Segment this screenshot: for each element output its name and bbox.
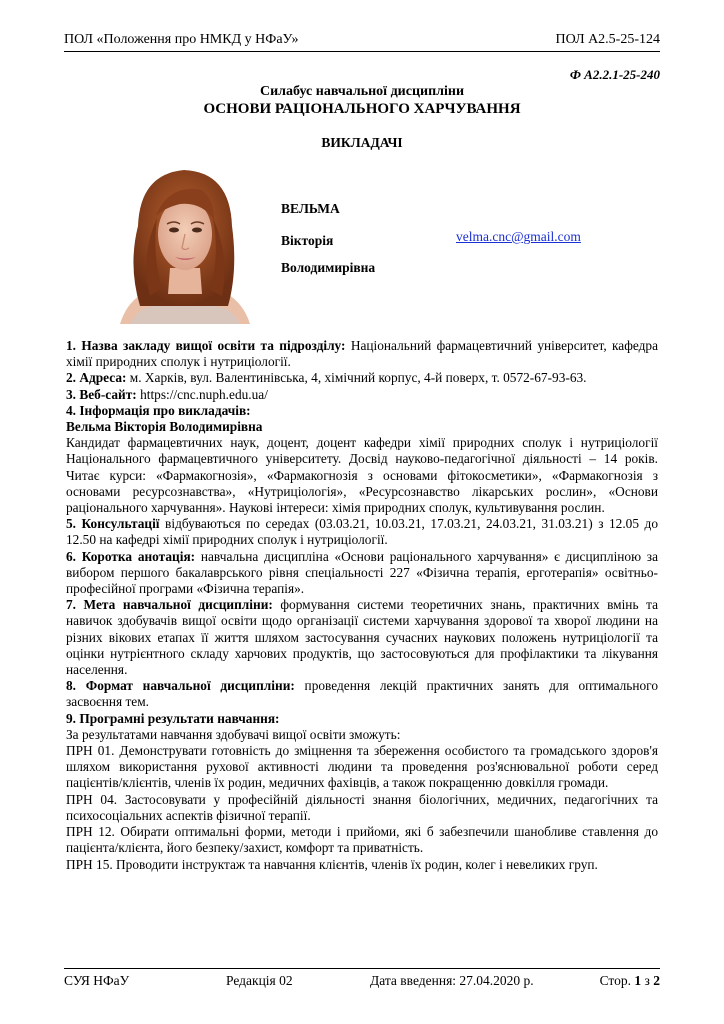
footer-page-number xyxy=(600,973,660,989)
section-2-text: м. Харків, вул. Валентинівська, 4, хімічний корпус, 4-й поверх, т. 0572-67-93-63. xyxy=(126,370,587,386)
section-2 xyxy=(66,370,658,386)
syllabus-body xyxy=(66,338,658,873)
section-4-text: Кандидат фармацевтичних наук, доцент, доцент кафедри хімії природних сполук і нутриціології Національного фармацевтичного університету. Досвід науково-педагогічної діяльності – 14 років. Читає курси: «Фармакогнозія», «Фармакогнозія з основами фітокосметики», «Фармакогнозія з основами ресурсознавства», «Нутриціологія», «Ресурсознавство лікарських рослин», «Основи раціонального харчування». Наукові інтереси: хімія природних сполук, культивування рослин. xyxy=(66,435,658,516)
section-9-intro: За результатами навчання здобувачі вищої освіти зможуть: xyxy=(66,726,401,742)
learning-outcome-item: ПРН 04. Застосовувати у професійній діяльності знання біологічних, медичних, педагогічних та психосоціальних аспектів фізичної терапії. xyxy=(66,791,658,823)
page-footer xyxy=(64,968,660,993)
section-1-text: Національний фармацевтичний університет, кафедра хімії природних сполук і нутриціології. xyxy=(66,338,658,370)
section-4-label: 4. Інформація про викладачів: xyxy=(66,402,251,418)
website-link[interactable]: https://cnc.nuph.edu.ua/ xyxy=(136,386,268,402)
section-6 xyxy=(66,549,658,598)
learning-outcome-item: ПРН 15. Проводити інструктаж та навчання клієнтів, членів їх родин, колег і невеликих груп. xyxy=(66,856,598,872)
section-8-label: 8. Формат навчальної дисципліни: xyxy=(66,678,295,694)
section-1 xyxy=(66,338,658,370)
teacher-full-name: Вельма Вікторія Володимирівна xyxy=(66,419,263,435)
teacher-name: Вікторія xyxy=(281,233,334,248)
page-header xyxy=(64,31,660,52)
section-3 xyxy=(66,387,658,403)
section-7-text: формування системи теоретичних знань, практичних вмінь та навичок здобувачів вищої освіти щодо організації системи харчування здорової та хворої людини на різних вікових етапах її життя шляхом застосування сучасних наукових положень нутриціології та оцінки нутрієнтного складу харчових продуктів, що застосовуються для профілактики та лікування населення. xyxy=(66,597,658,678)
section-8 xyxy=(66,678,658,710)
page-sep: з xyxy=(641,973,654,988)
footer-date: Дата введення: 27.04.2020 р. xyxy=(370,973,534,988)
teacher-photo xyxy=(110,156,258,324)
teacher-surname: ВЕЛЬМА xyxy=(281,201,340,216)
form-code: Ф А2.2.1-25-240 xyxy=(569,67,660,82)
teacher-email-link[interactable]: velma.cnc@gmail.com xyxy=(456,229,581,244)
syllabus-title: Силабус навчальної дисципліни xyxy=(259,84,465,99)
header-doc-code: ПОЛ А2.5-25-124 xyxy=(555,32,660,47)
section-2-label: 2. Адреса: xyxy=(66,370,127,386)
section-4-heading xyxy=(66,403,658,419)
course-title: ОСНОВИ РАЦІОНАЛЬНОГО ХАРЧУВАННЯ xyxy=(203,101,521,117)
section-6-text: навчальна дисципліна «Основи раціонального харчування» є дисципліною за вибором першого бакалаврського рівня спеціальності 227 «Фізична терапія, ерготерапія» освітньо-професійної програми «Фізична терапія». xyxy=(66,548,658,597)
page-prefix: Стор. xyxy=(599,973,635,988)
section-7-label: 7. Мета навчальної дисципліни: xyxy=(66,597,273,613)
teachers-heading: ВИКЛАДАЧІ xyxy=(321,135,403,150)
section-4-person xyxy=(66,419,658,435)
page-current: 1 xyxy=(634,973,642,988)
section-9-label: 9. Програмні результати навчання: xyxy=(66,710,280,726)
teacher-patronymic: Володимирівна xyxy=(281,260,376,275)
section-7 xyxy=(66,597,658,678)
section-1-label: 1. Назва закладу вищої освіти та підрозділу: xyxy=(66,338,346,353)
section-8-text: проведення лекцій практичних занять для оптимального засвоєння тем. xyxy=(66,678,658,710)
learning-outcome-item: ПРН 12. Обирати оптимальні форми, методи і прийоми, які б забезпечили шанобливе ставлення до пацієнта/клієнта, його безпеку/захист, комфорт та приватність. xyxy=(66,824,658,856)
section-5-label: 5. Консультації xyxy=(66,516,160,532)
footer-org: СУЯ НФаУ xyxy=(64,973,130,988)
section-9-heading xyxy=(66,711,658,727)
section-3-label: 3. Веб-сайт: xyxy=(66,386,137,402)
section-5-text: відбуваються по середах (03.03.21, 10.03.21, 17.03.21, 24.03.21, 31.03.21) з 12.05 до 12.50 на кафедрі хімії природних сполук і нутриціології. xyxy=(66,516,659,548)
footer-edition: Редакція 02 xyxy=(226,973,293,988)
section-5 xyxy=(66,516,658,548)
header-doc-title: ПОЛ «Положення про НМКД у НФаУ» xyxy=(64,32,299,47)
portrait-image xyxy=(110,156,258,324)
section-6-label: 6. Коротка анотація: xyxy=(66,548,196,564)
learning-outcome-item: ПРН 01. Демонструвати готовність до зміцнення та збереження особистого та громадського здоров'я шляхом використання рухової активності людини та проведення роз'яснювальної роботи серед пацієнтів/клієнтів, членів їх родин, медичних фахівців, а також покращенню довкілля громади. xyxy=(66,743,658,791)
page-total: 2 xyxy=(653,973,660,988)
